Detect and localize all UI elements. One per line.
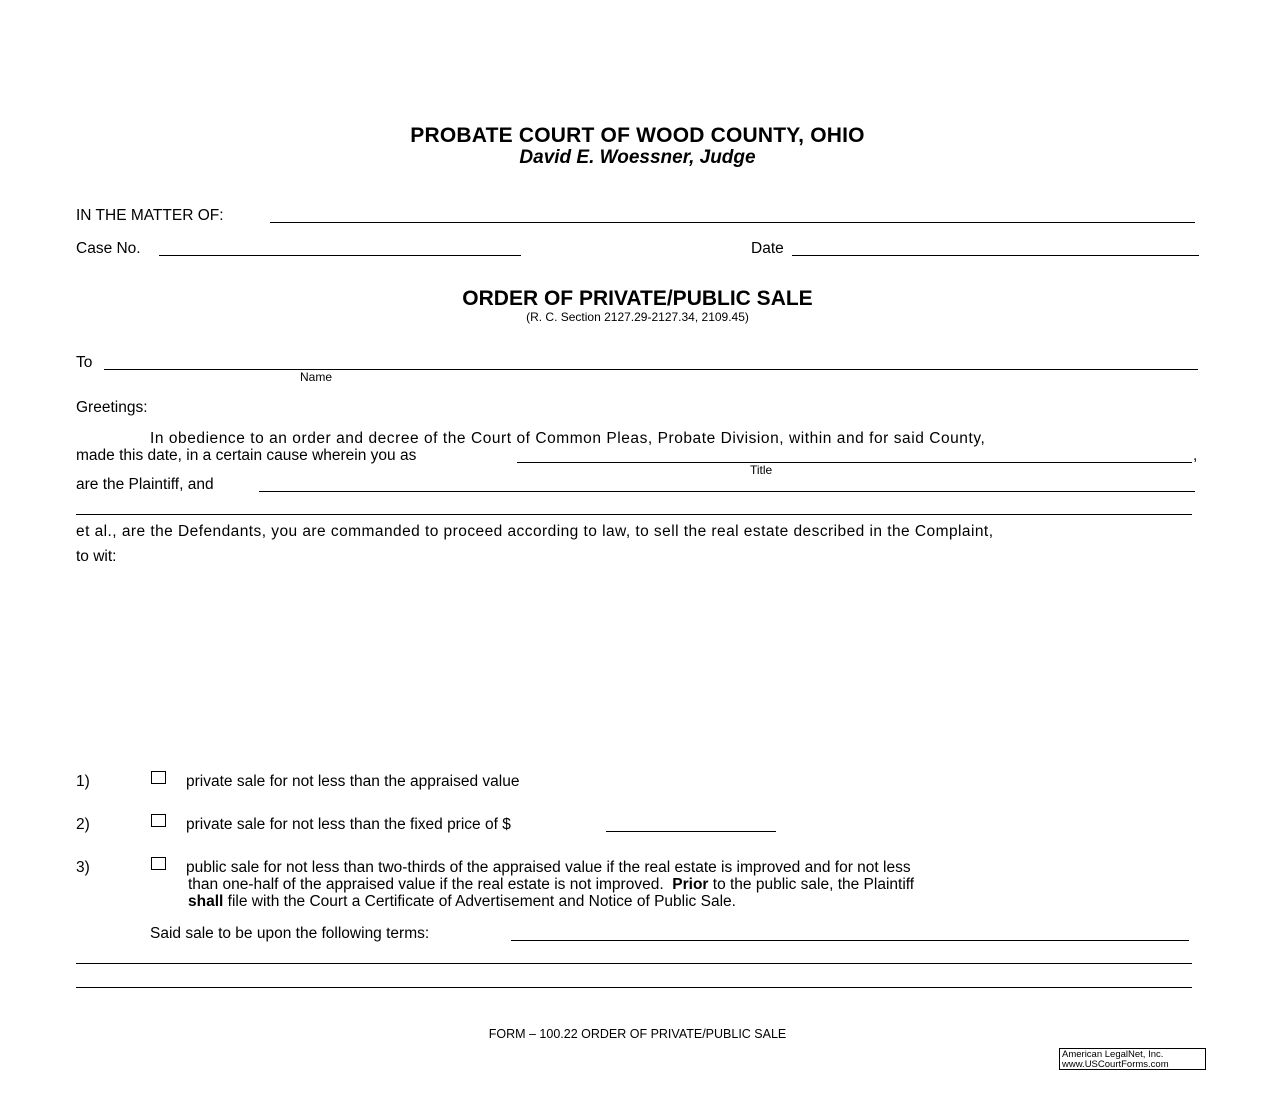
defendants-field-1[interactable] <box>259 491 1195 492</box>
date-label: Date <box>751 240 784 257</box>
date-field[interactable] <box>792 255 1199 256</box>
option-2-text: private sale for not less than the fixed price of $ <box>186 816 511 833</box>
option-3-line2-b: to the public sale, the Plaintiff <box>712 876 915 893</box>
option-1-text: private sale for not less than the appraised value <box>186 773 520 790</box>
fixed-price-field[interactable] <box>606 831 776 832</box>
form-title: ORDER OF PRIVATE/PUBLIC SALE <box>462 287 813 310</box>
option-2-number: 2) <box>76 816 90 833</box>
case-number-label: Case No. <box>76 240 141 257</box>
name-caption: Name <box>300 370 333 384</box>
order-paragraph-line1: In obedience to an order and decree of the Court of Common Pleas, Probate Division, within and for said County, <box>150 430 986 447</box>
court-name: PROBATE COURT OF WOOD COUNTY, OHIO <box>410 124 865 147</box>
option-1-number: 1) <box>76 773 90 790</box>
terms-field-2[interactable] <box>76 963 1192 964</box>
greeting: Greetings: <box>76 399 148 416</box>
stamp-line1: American LegalNet, Inc. <box>1062 1049 1164 1060</box>
judge-name: David E. Woessner, Judge <box>519 147 756 168</box>
publisher-stamp <box>1059 1048 1206 1070</box>
matter-field[interactable] <box>270 222 1195 223</box>
defendants-field-2[interactable] <box>76 514 1192 515</box>
plaintiff-label: are the Plaintiff, and <box>76 476 214 493</box>
terms-label: Said sale to be upon the following terms: <box>150 925 430 942</box>
plaintiff-title-field[interactable] <box>517 462 1192 463</box>
title-caption: Title <box>750 463 773 477</box>
statute-reference: (R. C. Section 2127.29-2127.34, 2109.45) <box>526 310 749 324</box>
to-wit-label: to wit: <box>76 548 117 565</box>
option-3-line2-a: than one-half of the appraised value if the real estate is not improved. <box>188 876 664 893</box>
order-paragraph-line2: made this date, in a certain cause wherein you as <box>76 447 417 464</box>
defendants-text: et al., are the Defendants, you are commanded to proceed according to law, to sell the real estate described in the Complaint, <box>76 523 994 540</box>
option-3-shall: shall <box>188 893 224 910</box>
matter-label: IN THE MATTER OF: <box>76 207 224 224</box>
option-2-checkbox[interactable] <box>151 814 166 827</box>
case-number-field[interactable] <box>159 255 521 256</box>
option-1-checkbox[interactable] <box>151 771 166 784</box>
terms-field-3[interactable] <box>76 987 1192 988</box>
option-3-number: 3) <box>76 859 90 876</box>
option-3-prior: Prior <box>672 876 709 893</box>
option-3-line2 <box>188 876 914 894</box>
option-3-line3 <box>188 893 736 911</box>
option-3-line1: public sale for not less than two-thirds of the appraised value if the real estate is improved and for not less <box>186 859 911 876</box>
comma: , <box>1193 447 1198 464</box>
terms-field-1[interactable] <box>511 940 1189 941</box>
option-3-line3-b: file with the Court a Certificate of Advertisement and Notice of Public Sale. <box>227 893 736 910</box>
stamp-line2: www.USCourtForms.com <box>1062 1059 1169 1070</box>
to-name-field[interactable] <box>104 369 1198 370</box>
to-label: To <box>76 354 93 371</box>
option-3-checkbox[interactable] <box>151 857 166 870</box>
form-footer: FORM – 100.22 ORDER OF PRIVATE/PUBLIC SALE <box>488 1027 787 1041</box>
